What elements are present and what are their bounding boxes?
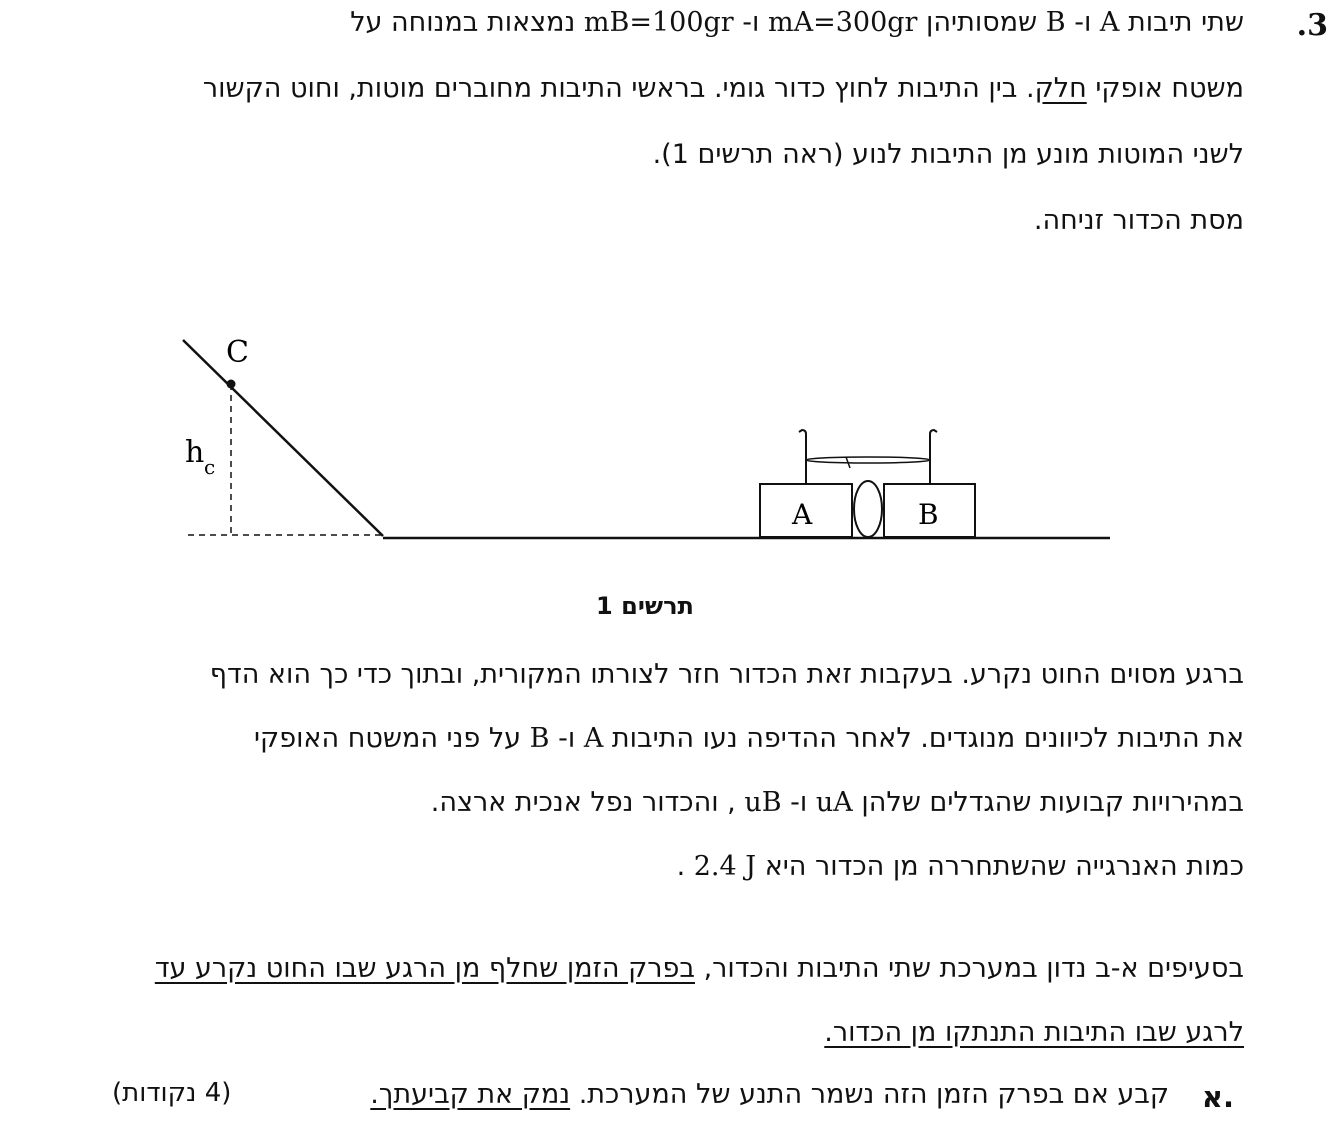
body-text: , והכדור נפל אנכית ארצה. — [430, 787, 736, 818]
intro-text: שמסותיהן — [926, 7, 1038, 38]
body-line-3 — [431, 786, 1244, 820]
mass-A: mA=300gr — [768, 7, 918, 38]
label-C: C — [226, 335, 249, 370]
body-text: את התיבות לכיוונים מנוגדים. לאחר ההדיפה נעו התיבות — [611, 723, 1244, 754]
intro-text: . בין התיבות לחוץ כדור גומי. בראשי התיבות מחוברים מוטות, וחוט הקשור — [202, 73, 1035, 104]
rubber-ball — [854, 481, 882, 537]
sections-note-line-1 — [155, 952, 1244, 986]
label-h-sub: c — [204, 455, 216, 479]
intro-text: נמצאות במנוחה על — [350, 7, 576, 38]
conj: ו- — [790, 787, 808, 818]
intro-text: שתי תיבות — [1128, 7, 1244, 38]
part-a-text: קבע אם בפרק הזמן הזה נשמר התנע של המערכת. — [578, 1079, 1169, 1110]
label-B: B — [918, 498, 939, 531]
note-underlined: בפרק הזמן שחלף מן הרגע שבו החוט נקרע עד — [154, 953, 695, 984]
conj: ו- — [1074, 7, 1092, 38]
body-line-4 — [677, 850, 1244, 884]
intro-line-1 — [350, 6, 1244, 40]
label-h: h — [185, 435, 205, 470]
note-text: בסעיפים א-ב נדון במערכת שתי התיבות והכדור, — [703, 953, 1244, 984]
intro-line-4: מסת הכדור זניחה. — [1033, 205, 1244, 236]
sections-note-line-2: לרגע שבו התיבות התנתקו מן הכדור. — [824, 1017, 1244, 1048]
body-line-2 — [254, 722, 1244, 756]
var-B: B — [529, 723, 550, 754]
var-A: A — [583, 723, 604, 754]
part-a-letter: א. — [1201, 1080, 1234, 1114]
point-C — [227, 380, 236, 389]
points-label: (4 נקודות) — [112, 1078, 232, 1108]
body-text: על פני המשטח האופקי — [254, 723, 522, 754]
energy-value: 2.4 J — [693, 851, 757, 882]
string — [806, 457, 930, 463]
var-B: B — [1045, 7, 1066, 38]
intro-text: משטח אופקי — [1095, 73, 1244, 104]
question-number: .3 — [1296, 8, 1328, 43]
var-A: A — [1099, 7, 1120, 38]
rod-B — [930, 430, 937, 484]
intro-line-2 — [203, 72, 1244, 106]
incline-line — [183, 340, 383, 536]
diagram-figure-1 — [0, 300, 1344, 560]
mass-B: mB=100gr — [583, 7, 734, 38]
intro-line-3: לשני המוטות מונע מן התיבות לנוע (ראה תרשים 1). — [652, 139, 1244, 170]
smooth-term: חלק — [1034, 73, 1087, 104]
var-uA: uA — [815, 787, 853, 818]
part-a-underlined: נמק את קביעתך. — [370, 1079, 571, 1110]
var-uB: uB — [744, 787, 782, 818]
part-a-line — [370, 1078, 1169, 1112]
figure-caption: תרשים 1 — [596, 592, 694, 620]
conj: ו- — [742, 7, 760, 38]
body-text: במהירויות קבועות שהגדלים שלהן — [861, 787, 1244, 818]
rod-A — [799, 430, 806, 484]
body-line-1: ברגע מסוים החוט נקרע. בעקבות זאת הכדור חזר לצורתו המקורית, ובתוך כדי כך הוא הדף — [209, 659, 1244, 690]
body-text: . — [676, 851, 686, 882]
body-text: כמות האנרגייה שהשתחררה מן הכדור היא — [764, 851, 1244, 882]
label-A: A — [792, 498, 813, 531]
conj: ו- — [558, 723, 576, 754]
